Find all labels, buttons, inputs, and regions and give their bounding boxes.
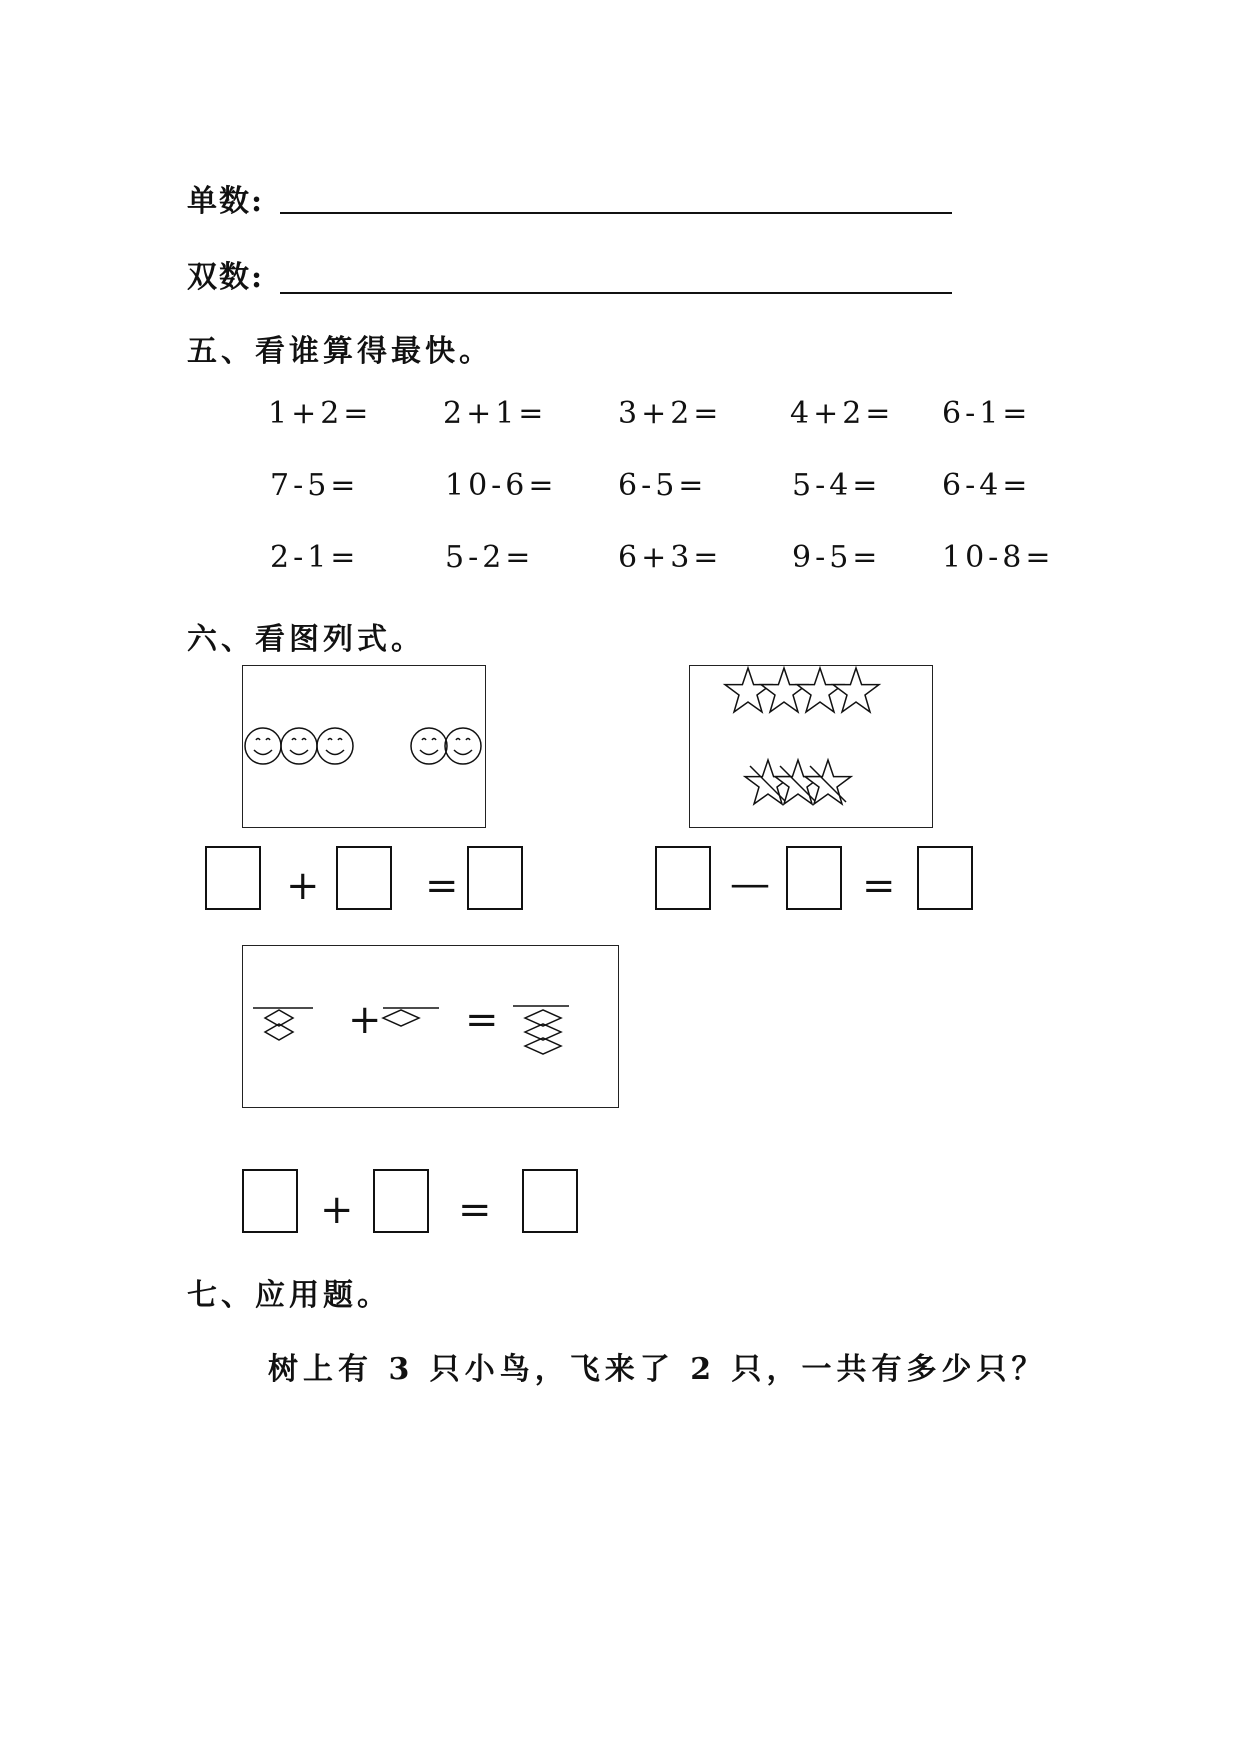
diamonds-drawing <box>243 946 620 1109</box>
expr-r3c2: 5-2= <box>445 540 535 575</box>
odd-numbers-label: 单数: <box>187 184 265 219</box>
figure-stars <box>689 665 933 828</box>
expr-r1c3: 3+2= <box>618 396 723 431</box>
figure-diamonds <box>242 945 619 1108</box>
star-icon <box>797 668 843 712</box>
diamond-stack-icon <box>265 1010 293 1040</box>
word-problem-text: 树上有 3 只小鸟，飞来了 2 只，一共有多少只？ <box>268 1352 1047 1387</box>
expr-r2c1: 7-5= <box>270 468 360 503</box>
answer-box-fig1-b[interactable] <box>336 846 392 910</box>
expr-r3c4: 9-5= <box>792 540 882 575</box>
equals-sign: = <box>458 1187 492 1233</box>
equals-sign: = <box>425 863 459 909</box>
answer-box-fig3-a[interactable] <box>242 1169 298 1233</box>
stars-drawing <box>690 666 934 829</box>
plus-sign: + <box>286 863 320 909</box>
expr-r1c2: 2+1= <box>443 396 548 431</box>
expr-r3c1: 2-1= <box>270 540 360 575</box>
minus-sign: — <box>730 861 770 907</box>
star-icon <box>833 668 879 712</box>
expr-r1c1: 1+2= <box>268 396 373 431</box>
smiley-icon <box>281 728 317 764</box>
answer-box-fig1-result[interactable] <box>467 846 523 910</box>
odd-numbers-answer-line[interactable] <box>280 212 952 214</box>
expr-r1c5: 6-1= <box>942 396 1032 431</box>
expr-r2c3: 6-5= <box>618 468 708 503</box>
plus-sign: + <box>348 997 382 1043</box>
answer-box-fig3-b[interactable] <box>373 1169 429 1233</box>
smiley-faces-drawing <box>243 666 487 829</box>
answer-box-fig2-b[interactable] <box>786 846 842 910</box>
expr-r2c4: 5-4= <box>792 468 882 503</box>
smiley-icon <box>245 728 281 764</box>
expr-r1c4: 4+2= <box>790 396 895 431</box>
even-numbers-label: 双数: <box>187 260 265 295</box>
section7-heading: 七、应用题。 <box>187 1278 391 1313</box>
smiley-icon <box>317 728 353 764</box>
star-icon <box>761 668 807 712</box>
answer-box-fig2-a[interactable] <box>655 846 711 910</box>
plus-sign: + <box>320 1187 354 1233</box>
diamond-icon <box>383 1010 419 1026</box>
answer-box-fig1-a[interactable] <box>205 846 261 910</box>
expr-r2c5: 6-4= <box>942 468 1032 503</box>
section6-heading: 六、看图列式。 <box>187 622 425 657</box>
figure-smiley-faces <box>242 665 486 828</box>
even-numbers-answer-line[interactable] <box>280 292 952 294</box>
diamond-stack-icon <box>525 1010 561 1054</box>
equals-sign: = <box>465 997 499 1043</box>
star-icon <box>725 668 771 712</box>
smiley-icon <box>445 728 481 764</box>
smiley-icon <box>411 728 447 764</box>
expr-r2c2: 10-6= <box>445 468 558 503</box>
answer-box-fig2-result[interactable] <box>917 846 973 910</box>
expr-r3c5: 10-8= <box>942 540 1055 575</box>
equals-sign: = <box>862 863 896 909</box>
section5-heading: 五、看谁算得最快。 <box>187 334 493 369</box>
answer-box-fig3-result[interactable] <box>522 1169 578 1233</box>
expr-r3c3: 6+3= <box>618 540 723 575</box>
